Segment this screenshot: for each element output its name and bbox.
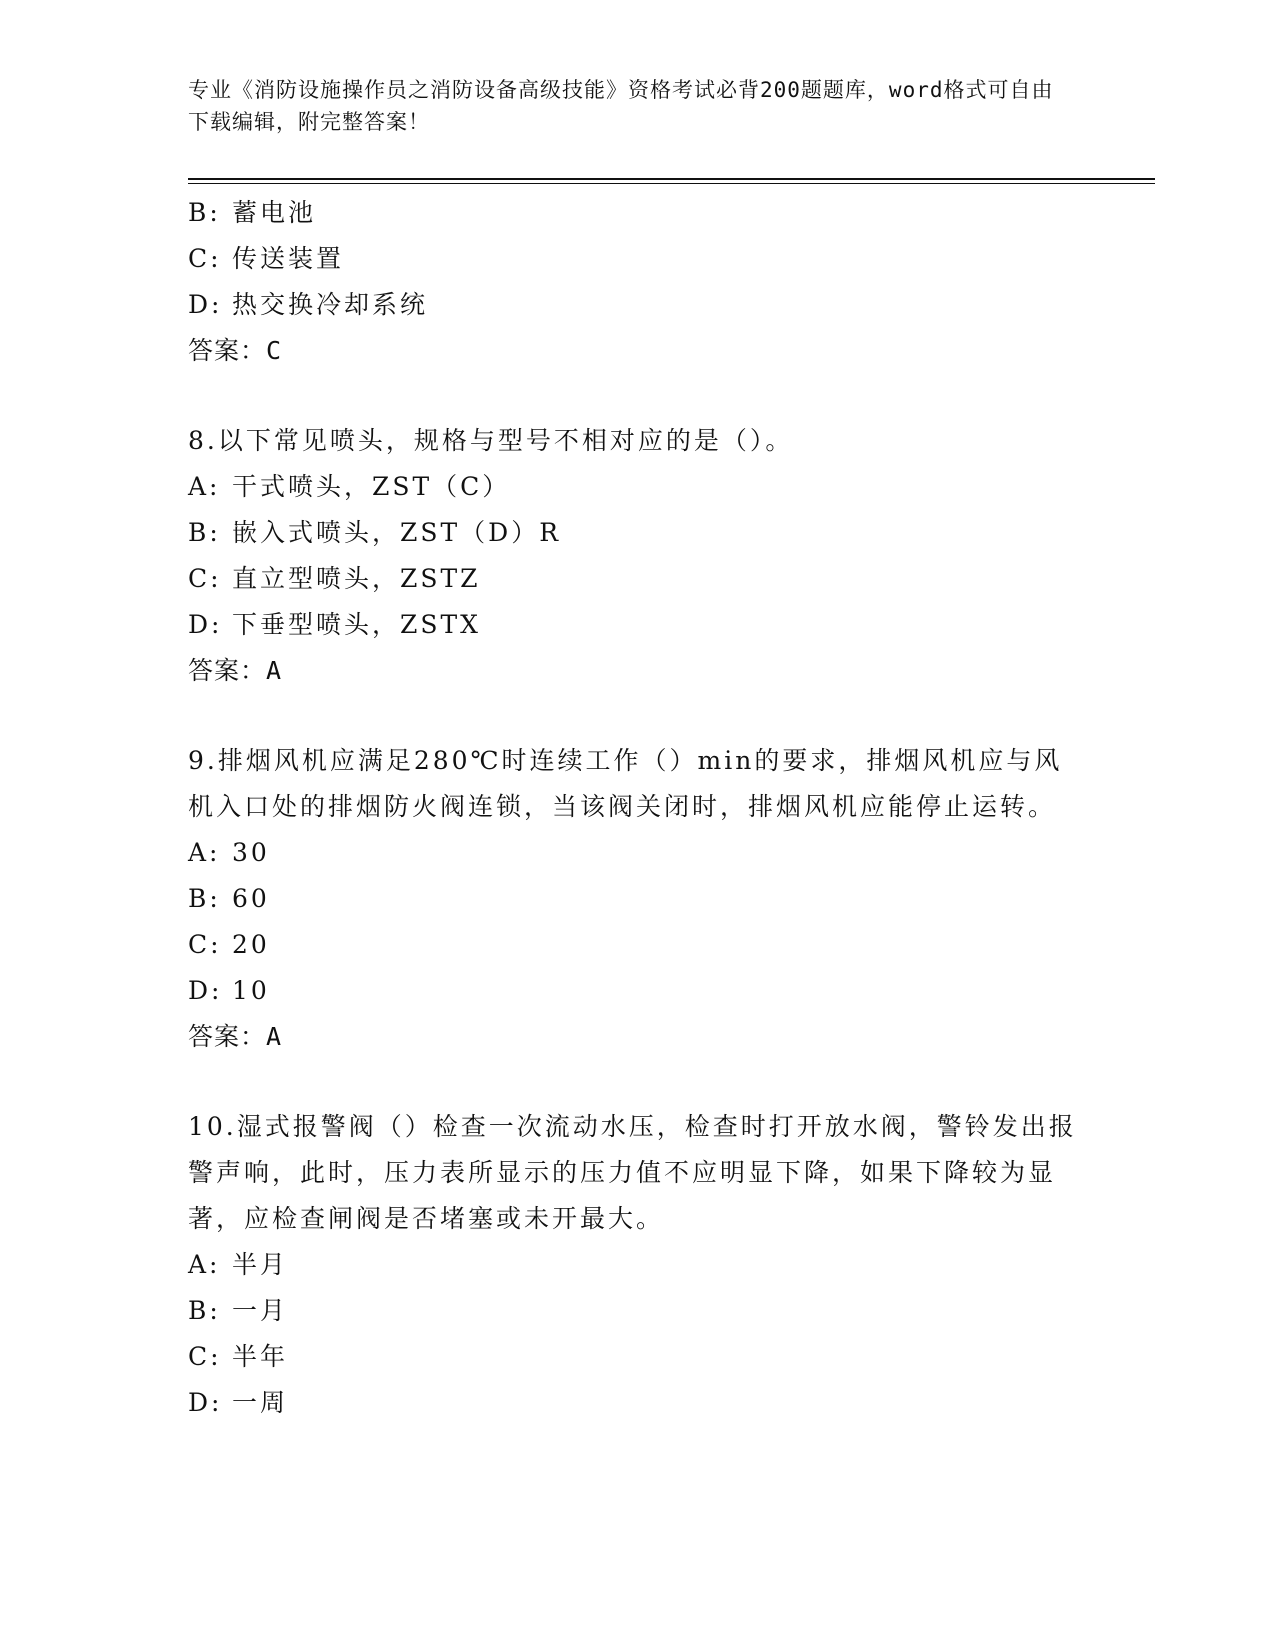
spacer — [188, 374, 1088, 418]
spacer — [188, 1060, 1088, 1104]
option-b: B: 嵌入式喷头，ZST（D）R — [188, 518, 562, 547]
option-c: C: 半年 — [188, 1342, 289, 1371]
question-stem: 8.以下常见喷头，规格与型号不相对应的是（）。 — [188, 426, 794, 455]
question-9 — [188, 738, 1088, 1060]
question-content — [188, 190, 1088, 1426]
header-divider-thin — [188, 183, 1155, 184]
question-10 — [188, 1104, 1088, 1426]
answer-line: 答案：A — [188, 1022, 283, 1051]
spacer — [188, 694, 1088, 738]
option-d: D: 热交换冷却系统 — [188, 290, 429, 319]
option-d: D: 下垂型喷头，ZSTX — [188, 610, 481, 639]
answer-line: 答案：A — [188, 656, 283, 685]
option-c: C: 直立型喷头，ZSTZ — [188, 564, 481, 593]
question-8 — [188, 418, 1088, 694]
option-b: B: 蓄电池 — [188, 198, 317, 227]
option-c: C: 20 — [188, 930, 270, 959]
document-header: 专业《消防设施操作员之消防设备高级技能》资格考试必背200题题库，word格式可自由下载编辑，附完整答案！ — [188, 78, 1054, 134]
question-partial — [188, 190, 1088, 374]
answer-line: 答案：C — [188, 336, 283, 365]
option-a: A: 干式喷头，ZST（C） — [188, 472, 511, 501]
option-c: C: 传送装置 — [188, 244, 345, 273]
header-divider-thick — [188, 178, 1155, 180]
option-a: A: 半月 — [188, 1250, 289, 1279]
option-d: D: 10 — [188, 976, 270, 1005]
option-b: B: 一月 — [188, 1296, 289, 1325]
option-a: A: 30 — [188, 838, 270, 867]
question-stem: 10.湿式报警阀（）检查一次流动水压，检查时打开放水阀，警铃发出报警声响，此时，压力表所显示的压力值不应明显下降，如果下降较为显著，应检查闸阀是否堵塞或未开最大。 — [188, 1112, 1077, 1233]
option-d: D: 一周 — [188, 1388, 289, 1417]
option-b: B: 60 — [188, 884, 270, 913]
question-stem: 9.排烟风机应满足280℃时连续工作（）min的要求，排烟风机应与风机入口处的排烟防火阀连锁，当该阀关闭时，排烟风机应能停止运转。 — [188, 746, 1063, 821]
